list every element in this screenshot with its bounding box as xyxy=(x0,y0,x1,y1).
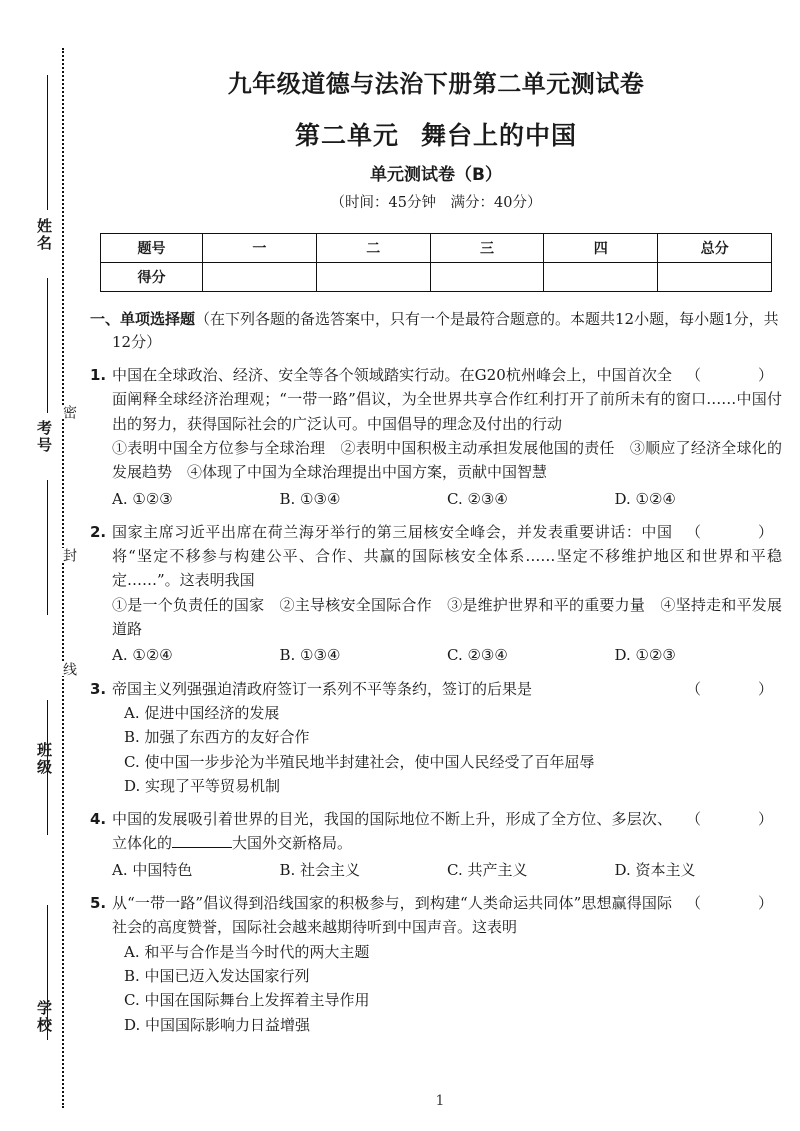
question-stem xyxy=(112,520,782,593)
option-d[interactable]: D. 资本主义 xyxy=(614,860,696,879)
option-a[interactable]: A. ①②③ xyxy=(112,489,173,508)
question-stem xyxy=(112,363,782,436)
option-c[interactable]: C. 共产主义 xyxy=(447,860,528,879)
question-stem xyxy=(112,807,782,856)
option-c[interactable]: C. 使中国一步步沦为半殖民地半封建社会，使中国人民经受了百年屈辱 xyxy=(124,752,595,771)
score-table-input-cell[interactable] xyxy=(203,262,317,291)
question-number: 5. xyxy=(90,894,107,913)
question-5 xyxy=(90,891,782,1037)
section-instruction: （在下列各题的备选答案中，只有一个是最符合题意的。本题共12小题，每小题1分，共12分） xyxy=(112,309,779,351)
question-3 xyxy=(90,677,782,798)
option-a[interactable]: A. 促进中国经济的发展 xyxy=(124,703,280,722)
option-d[interactable]: D. 实现了平等贸易机制 xyxy=(124,776,281,795)
sealing-margin xyxy=(0,0,80,1131)
option-a[interactable]: A. 中国特色 xyxy=(112,860,193,879)
seal-char-feng: 封 xyxy=(52,548,76,562)
question-stem-text-after: 大国外交新格局。 xyxy=(232,834,353,853)
score-table-input-cell[interactable] xyxy=(544,262,658,291)
seal-field-examid: 考号 xyxy=(35,420,53,454)
question-sub-items: ①是一个负责任的国家 ②主导核安全国际合作 ③是维护世界和平的重要力量 ④坚持走和平发展道路 xyxy=(112,595,782,639)
option-b[interactable]: B. ①③④ xyxy=(279,489,341,508)
options-row xyxy=(112,858,782,882)
question-stem-text-before: 中国的发展吸引着世界的目光，我国的国际地位不断上升，形成了全方位、多层次、立体化的 xyxy=(112,810,672,853)
answer-parenthesis[interactable]: （ ） xyxy=(685,679,782,698)
unit-label: 第二单元 xyxy=(294,120,399,150)
question-number: 3. xyxy=(90,679,107,698)
question-stem xyxy=(112,891,782,940)
exam-paper-body xyxy=(80,0,800,1131)
question-stem-text: 国家主席习近平出席在荷兰海牙举行的第三届核安全峰会，并发表重要讲话：中国将“坚定不移参与构建公平、合作、共赢的国际核安全体系……坚定不移维护地区和世界和平稳定……”。这表明我国 xyxy=(112,522,782,590)
score-table-cell: 三 xyxy=(430,233,544,262)
score-table-cell: 一 xyxy=(203,233,317,262)
table-row xyxy=(101,233,772,262)
option-b[interactable]: B. 中国已迈入发达国家行列 xyxy=(124,966,310,985)
option-d[interactable]: D. ①②④ xyxy=(614,489,676,508)
option-c[interactable]: C. ②③④ xyxy=(447,489,508,508)
seal-field-school: 学校 xyxy=(35,1000,53,1034)
score-table-cell: 总分 xyxy=(658,233,772,262)
section-label: 一、单项选择题 xyxy=(90,309,196,328)
question-number: 1. xyxy=(90,366,107,385)
question-stem-text: 中国在全球政治、经济、安全等各个领域踏实行动。在G20杭州峰会上，中国首次全面阐释全球经济治理观；“一带一路”倡议，为全世界共享合作红利打开了前所未有的窗口……中国付出的努力，获得国际社会的广泛认可。中国倡导的理念及付出的行动 xyxy=(112,366,782,433)
question-4 xyxy=(90,807,782,882)
options-stack xyxy=(112,701,782,798)
score-table-cell: 二 xyxy=(316,233,430,262)
question-stem-text: 从“一带一路”倡议得到沿线国家的积极参与，到构建“人类命运共同体”思想赢得国际社会的高度赞誉，国际社会越来越期待听到中国声音。这表明 xyxy=(112,894,672,937)
options-stack xyxy=(112,940,782,1037)
page-number: 1 xyxy=(435,1093,445,1109)
question-stem-text: 帝国主义列强强迫清政府签订一系列不平等条约，签订的后果是 xyxy=(112,679,533,698)
option-a[interactable]: A. 和平与合作是当今时代的两大主题 xyxy=(124,942,370,961)
seal-field-class: 班级 xyxy=(35,742,53,776)
option-c[interactable]: C. ②③④ xyxy=(447,646,508,665)
answer-parenthesis[interactable]: （ ） xyxy=(685,366,782,385)
paper-label: 单元测试卷（B） xyxy=(370,164,502,185)
page-title: 九年级道德与法治下册第二单元测试卷 xyxy=(227,70,645,98)
option-c[interactable]: C. 中国在国际舞台上发挥着主导作用 xyxy=(124,991,370,1010)
question-stem xyxy=(112,677,782,701)
question-2 xyxy=(90,520,782,668)
score-table-cell: 四 xyxy=(544,233,658,262)
question-sub-items: ①表明中国全方位参与全球治理 ②表明中国积极主动承担发展他国的责任 ③顺应了经济全球化的发展趋势 ④体现了中国为全球治理提出中国方案，贡献中国智慧 xyxy=(112,438,782,482)
score-table-input-cell[interactable] xyxy=(658,262,772,291)
table-row xyxy=(101,262,772,291)
options-row xyxy=(112,643,782,667)
question-number: 2. xyxy=(90,522,107,541)
seal-char-mi: 密 xyxy=(52,405,76,419)
seal-field-name: 姓名 xyxy=(35,218,53,252)
question-number: 4. xyxy=(90,810,107,829)
score-table-cell: 题号 xyxy=(101,233,203,262)
options-row xyxy=(112,487,782,511)
answer-parenthesis[interactable]: （ ） xyxy=(685,810,782,829)
seal-line-segment-1 xyxy=(47,75,48,210)
section-heading xyxy=(90,308,782,355)
paper-meta: （时间：45分钟 满分：40分） xyxy=(330,195,542,212)
score-table-input-cell[interactable] xyxy=(316,262,430,291)
answer-parenthesis[interactable]: （ ） xyxy=(685,894,782,913)
seal-char-xian: 线 xyxy=(52,662,76,676)
score-table-cell: 得分 xyxy=(101,262,203,291)
question-1 xyxy=(90,363,782,511)
fill-in-blank[interactable] xyxy=(172,847,232,848)
score-table xyxy=(100,233,772,292)
seal-line-segment-2 xyxy=(47,278,48,413)
option-b[interactable]: B. 社会主义 xyxy=(279,860,361,879)
unit-heading xyxy=(90,121,782,151)
seal-dotted-line xyxy=(62,48,64,1108)
score-table-input-cell[interactable] xyxy=(430,262,544,291)
option-b[interactable]: B. 加强了东西方的友好合作 xyxy=(124,728,310,747)
option-a[interactable]: A. ①②④ xyxy=(112,646,173,665)
option-b[interactable]: B. ①③④ xyxy=(279,646,341,665)
answer-parenthesis[interactable]: （ ） xyxy=(685,522,782,541)
option-d[interactable]: D. 中国国际影响力日益增强 xyxy=(124,1015,311,1034)
option-d[interactable]: D. ①②③ xyxy=(614,646,676,665)
unit-name: 舞台上的中国 xyxy=(421,120,578,150)
seal-line-segment-3 xyxy=(47,480,48,615)
